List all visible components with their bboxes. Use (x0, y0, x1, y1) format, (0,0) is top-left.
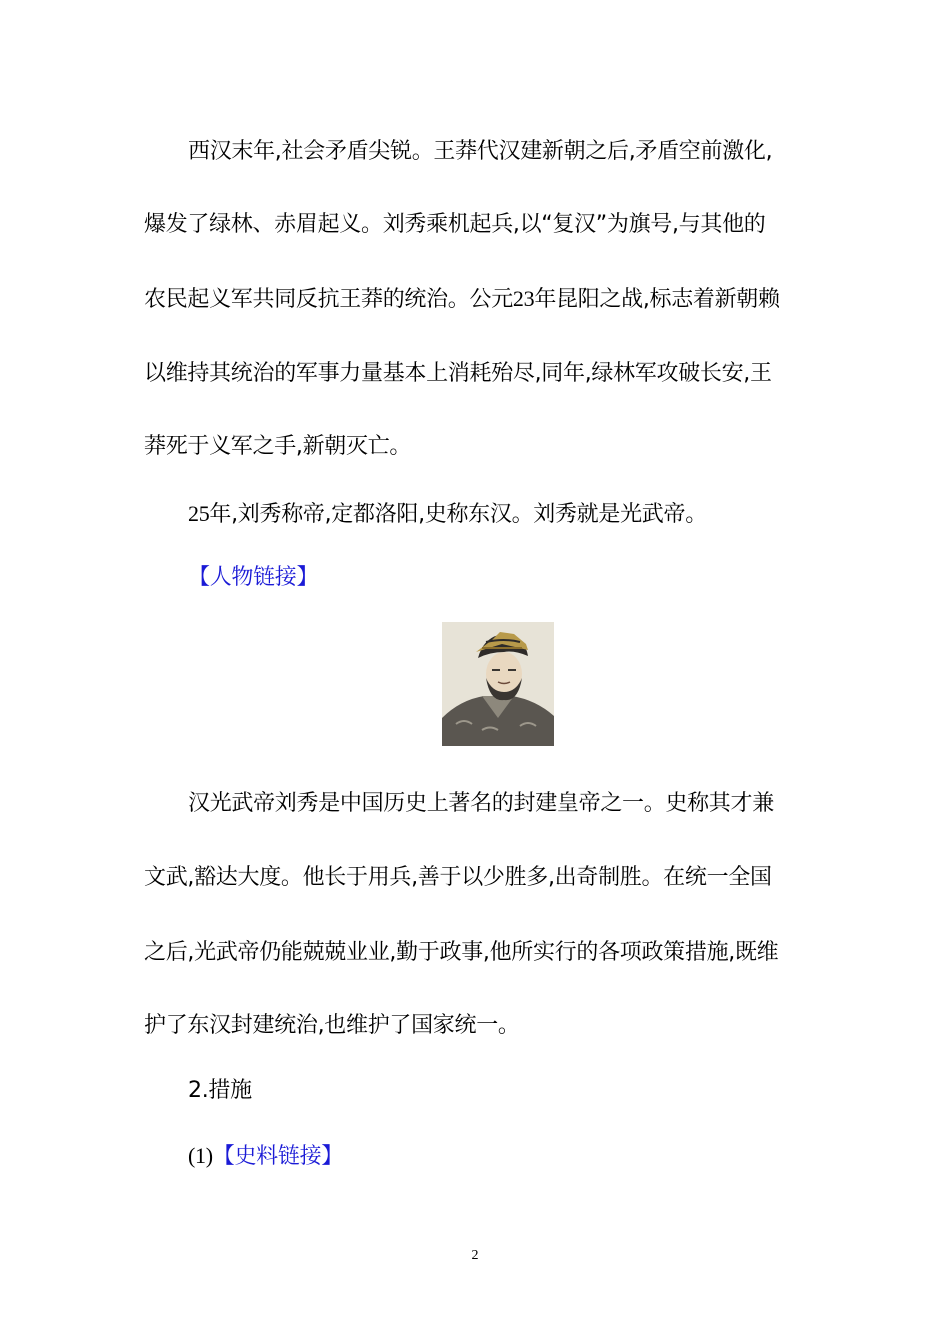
page-number: 2 (471, 1248, 479, 1263)
source-link-item (188, 1141, 868, 1172)
paragraph-line: 爆发了绿林、赤眉起义。刘秀乘机起兵,以“复汉”为旗号,与其他的 (144, 212, 766, 237)
paragraph-line (144, 284, 824, 315)
paragraph-line: 文武,豁达大度。他长于用兵,善于以少胜多,出奇制胜。在统一全国 (144, 865, 772, 890)
paragraph-line: 莽死于义军之手,新朝灭亡。 (144, 434, 412, 459)
year-number: 25 (188, 501, 210, 526)
source-link-heading[interactable]: 【史料链接】 (212, 1144, 343, 1169)
character-link-heading[interactable]: 【人物链接】 (188, 565, 319, 590)
paragraph-line: 汉光武帝刘秀是中国历史上著名的封建皇帝之一。史称其才兼 (188, 791, 774, 816)
item-number: (1) (188, 1143, 213, 1168)
text-run: 年昆阳之战,标志着新朝赖 (534, 287, 780, 312)
year-number: 23 (512, 286, 535, 311)
text-run: 农民起义军共同反抗王莽的统治。公元 (144, 287, 513, 312)
text-run: 年,刘秀称帝,定都洛阳,史称东汉。刘秀就是光武帝。 (209, 502, 707, 527)
paragraph-line: 以维持其统治的军事力量基本上消耗殆尽,同年,绿林军攻破长安,王 (144, 361, 772, 386)
paragraph-line: 之后,光武帝仍能兢兢业业,勤于政事,他所实行的各项政策措施,既维 (144, 940, 779, 965)
section-heading: 2.措施 (188, 1078, 252, 1103)
paragraph-line: 西汉末年,社会矛盾尖锐。王莽代汉建新朝之后,矛盾空前激化, (188, 139, 773, 164)
portrait-image (442, 622, 554, 746)
paragraph-line: 护了东汉封建统治,也维护了国家统一。 (144, 1013, 520, 1038)
portrait-drawing (442, 622, 554, 746)
paragraph-line (188, 499, 868, 530)
